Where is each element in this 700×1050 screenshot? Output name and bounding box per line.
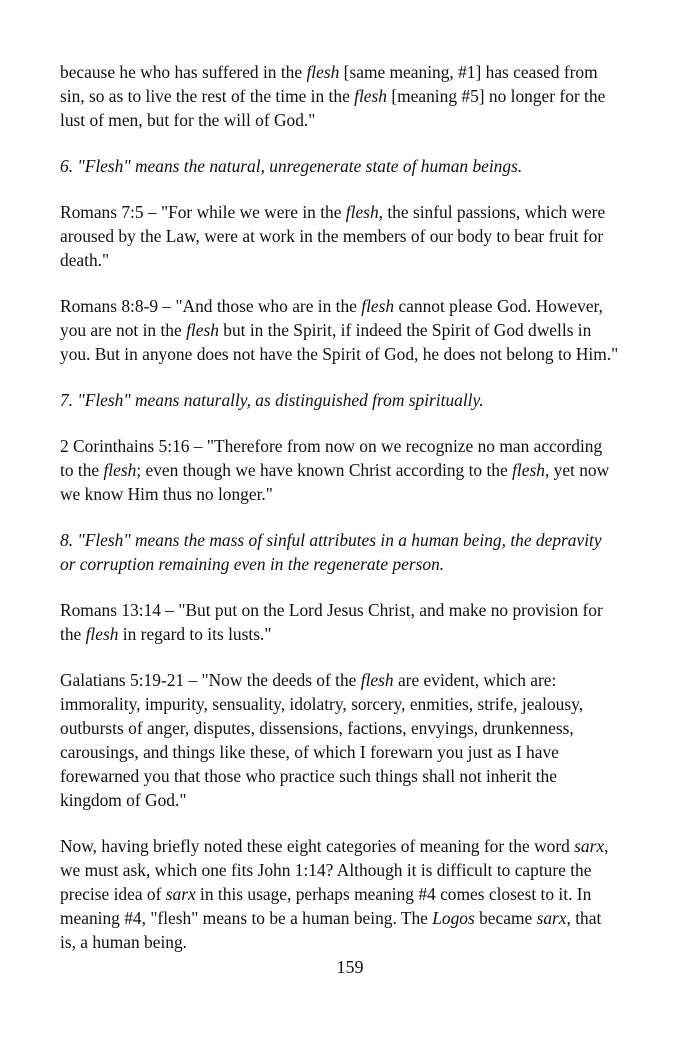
paragraph-peter-quote: because he who has suffered in the flesh [same meaning, #1] has ceased from sin, so as to live the rest of the time in the flesh [meaning #5] no longer for the lust of men, but for the will of God." [60,62,606,130]
paragraph-romans-7-5: Romans 7:5 – "For while we were in the flesh, the sinful passions, which were aroused by the Law, were at work in the members of our body to bear fruit for death." [60,202,606,270]
paragraph-romans-8-8: Romans 8:8-9 – "And those who are in the flesh cannot please God. However, you are not in the flesh but in the Spirit, if indeed the Spirit of God dwells in you. But in anyone does not have the Spirit of God, he does not belong to Him." [60,296,619,364]
page-body [60,60,620,976]
heading-meaning-7: 7. "Flesh" means naturally, as distinguished from spiritually. [60,390,484,410]
paragraph-galatians-5-19: Galatians 5:19-21 – "Now the deeds of the flesh are evident, which are: immorality, impurity, sensuality, idolatry, sorcery, enmities, strife, jealousy, outbursts of anger, disputes, dissensions, factions, envyings, drunkenness, carousings, and things like these, of which I forewarn you just as I have forewarned you that those who practice such things shall not inherit the kingdom of God." [60,670,584,810]
paragraph-romans-13-14: Romans 13:14 – "But put on the Lord Jesus Christ, and make no provision for the flesh in regard to its lusts." [60,600,603,644]
heading-meaning-6: 6. "Flesh" means the natural, unregenerate state of human beings. [60,156,523,176]
heading-meaning-8: 8. "Flesh" means the mass of sinful attributes in a human being, the depravity or corruption remaining even in the regenerate person. [60,530,602,574]
paragraph-2-corinthians-5-16: 2 Corinthains 5:16 – "Therefore from now on we recognize no man according to the flesh; even though we have known Christ according to the flesh, yet now we know Him thus no longer." [60,436,610,504]
paragraph-conclusion: Now, having briefly noted these eight categories of meaning for the word sarx, we must ask, which one fits John 1:14? Although it is difficult to capture the precise idea of sarx in this usage, perhaps meaning #4 comes closest to it. In meaning #4, "flesh" means to be a human being. The Logos became sarx, that is, a human being. [60,836,609,952]
page-number: 159 [336,957,364,977]
